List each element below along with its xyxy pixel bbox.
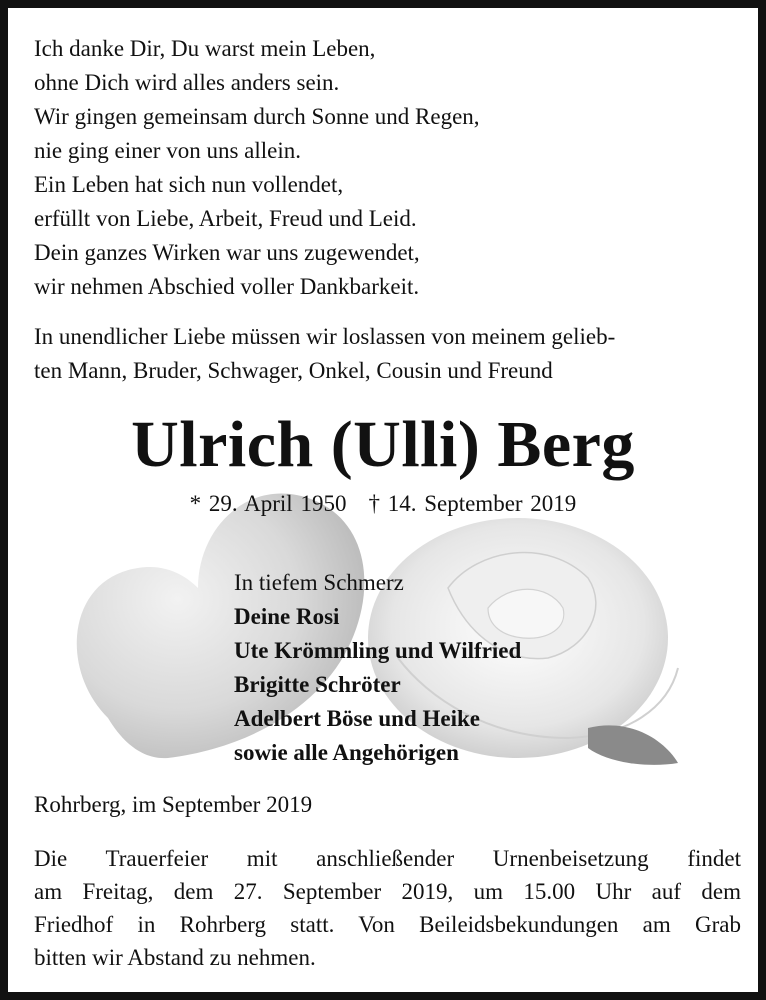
notice-line: Die Trauerfeier mit anschließender Urnenbeisetzung findet [34, 846, 741, 871]
poem-line: Ich danke Dir, Du warst mein Leben, [34, 36, 376, 61]
life-dates [8, 487, 758, 521]
poem-line: nie ging einer von uns allein. [34, 138, 301, 163]
mourner-name: Adelbert Böse und Heike [234, 706, 480, 731]
poem-line: erfüllt von Liebe, Arbeit, Freud und Leid. [34, 206, 417, 231]
mourner-name: sowie alle Angehörigen [234, 740, 459, 765]
poem-line: wir nehmen Abschied voller Dankbarkeit. [34, 274, 420, 299]
intro-line: In unendlicher Liebe müssen wir loslassen von meinem gelieb- [34, 324, 616, 349]
place-and-date: Rohrberg, im September 2019 [34, 792, 313, 817]
poem-line: Ein Leben hat sich nun vollendet, [34, 172, 344, 197]
death-date: † 14. September 2019 [368, 491, 577, 516]
notice-line: Friedhof in Rohrberg statt. Von Beileidsbekundungen am Grab [34, 912, 741, 937]
notice-line: bitten wir Abstand zu nehmen. [34, 945, 316, 970]
notice-line: am Freitag, dem 27. September 2019, um 15.00 Uhr auf dem [34, 879, 741, 904]
mourners-block [234, 566, 521, 770]
intro-text [34, 320, 739, 388]
funeral-notice [34, 842, 741, 974]
poem-line: Wir gingen gemeinsam durch Sonne und Regen, [34, 104, 480, 129]
mourners-intro: In tiefem Schmerz [234, 570, 404, 595]
intro-line: ten Mann, Bruder, Schwager, Onkel, Cousin und Freund [34, 358, 553, 383]
poem-line: Dein ganzes Wirken war uns zugewendet, [34, 240, 420, 265]
birth-date: * 29. April 1950 [189, 491, 347, 516]
poem-line: ohne Dich wird alles anders sein. [34, 70, 340, 95]
mourner-name: Ute Krömmling und Wilfried [234, 638, 522, 663]
mourner-name: Deine Rosi [234, 604, 340, 629]
poem [34, 32, 480, 304]
deceased-name: Ulrich (Ulli) Berg [131, 408, 635, 481]
mourner-name: Brigitte Schröter [234, 672, 401, 697]
